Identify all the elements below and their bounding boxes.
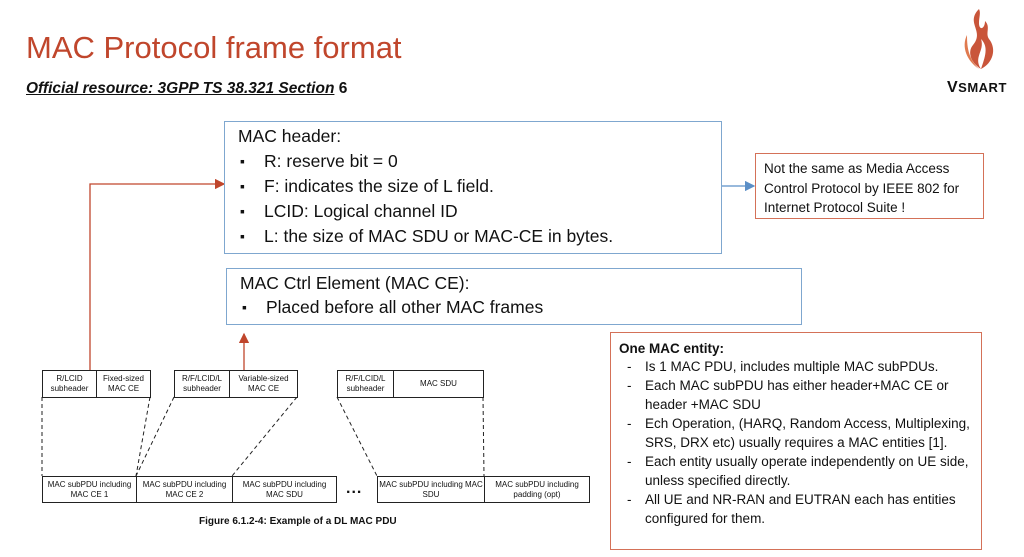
mac-ce-item: ▪ Placed before all other MAC frames bbox=[240, 295, 801, 320]
fig-subpdu-mac-sdu-1: MAC subPDU including MAC SDU bbox=[232, 476, 337, 503]
page-title: MAC Protocol frame format bbox=[26, 30, 402, 65]
mac-header-item: ▪ F: indicates the size of L field. bbox=[238, 174, 721, 199]
mac-header-box bbox=[224, 121, 722, 254]
fig-fixed-mac-ce: Fixed-sized MAC CE bbox=[96, 370, 151, 398]
fig-mac-sdu: MAC SDU bbox=[393, 370, 484, 398]
subtitle-section: 6 bbox=[334, 80, 348, 97]
mac-entity-item: - Ech Operation, (HARQ, Random Access, Multiplexing, SRS, DRX etc) usually requires a MAC entities [1]. bbox=[619, 414, 975, 452]
mac-header-title: MAC header: bbox=[238, 126, 342, 146]
mac-entity-title: One MAC entity: bbox=[619, 341, 725, 356]
fig-subpdu-padding: MAC subPDU including padding (opt) bbox=[484, 476, 590, 503]
fig-rflcidl-subheader-1: R/F/LCID/L subheader bbox=[174, 370, 230, 398]
mac-header-item: ▪ L: the size of MAC SDU or MAC-CE in bytes. bbox=[238, 224, 721, 249]
mac-entity-item: - Each MAC subPDU has either header+MAC CE or header +MAC SDU bbox=[619, 376, 975, 414]
fig-rlcid-subheader: R/LCID subheader bbox=[42, 370, 97, 398]
mac-entity-box bbox=[610, 332, 982, 550]
mac-ce-title: MAC Ctrl Element (MAC CE): bbox=[240, 273, 470, 293]
mac-ce-list bbox=[240, 295, 801, 320]
mac-entity-item: - Is 1 MAC PDU, includes multiple MAC subPDUs. bbox=[619, 357, 975, 376]
mac-ce-box bbox=[226, 268, 802, 325]
mac-header-item: ▪ R: reserve bit = 0 bbox=[238, 149, 721, 174]
mac-entity-item: - Each entity usually operate independently on UE side, unless specified directly. bbox=[619, 452, 975, 490]
ieee-note-box: Not the same as Media Access Control Protocol by IEEE 802 for Internet Protocol Suite ! bbox=[755, 153, 984, 219]
mac-header-item: ▪ LCID: Logical channel ID bbox=[238, 199, 721, 224]
fig-variable-mac-ce: Variable-sized MAC CE bbox=[229, 370, 298, 398]
fig-subpdu-mac-ce-1: MAC subPDU including MAC CE 1 bbox=[42, 476, 137, 503]
subtitle-source: Official resource: 3GPP TS 38.321 Section bbox=[26, 80, 335, 97]
vsmart-logo-text: VSMART bbox=[947, 79, 1007, 96]
mac-entity-list bbox=[619, 357, 975, 528]
fig-subpdu-mac-ce-2: MAC subPDU including MAC CE 2 bbox=[136, 476, 233, 503]
fig-ellipsis: ... bbox=[346, 480, 363, 497]
fig-rflcidl-subheader-2: R/F/LCID/L subheader bbox=[337, 370, 394, 398]
fig-subpdu-mac-sdu-2: MAC subPDU including MAC SDU bbox=[377, 476, 485, 503]
mac-header-list bbox=[238, 149, 721, 249]
mac-entity-item: - All UE and NR-RAN and EUTRAN each has entities configured for them. bbox=[619, 490, 975, 528]
arrow-to-mac-header bbox=[90, 184, 224, 370]
figure-caption: Figure 6.1.2-4: Example of a DL MAC PDU bbox=[199, 516, 397, 527]
